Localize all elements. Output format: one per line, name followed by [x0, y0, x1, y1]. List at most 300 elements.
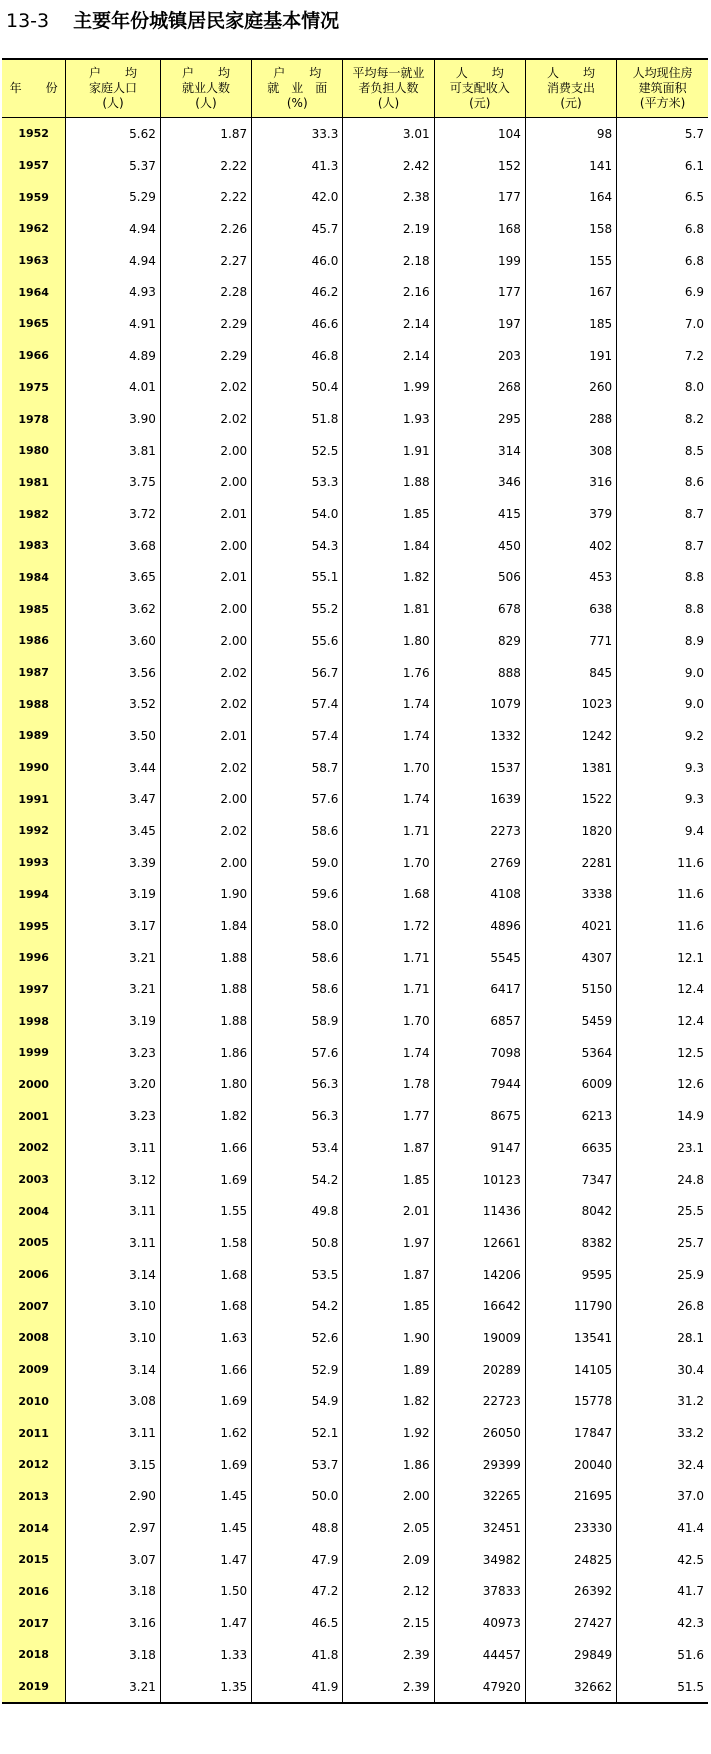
table-row: [2, 688, 708, 720]
income-cell: 7098: [434, 1037, 525, 1069]
year-cell: 1963: [2, 245, 66, 277]
table-row: [2, 340, 708, 372]
employment-rate-cell: 53.4: [252, 1132, 343, 1164]
table-row: [2, 1132, 708, 1164]
expenditure-cell: 17847: [525, 1417, 616, 1449]
household-size-cell: 3.23: [66, 1100, 161, 1132]
housing-area-cell: 7.2: [617, 340, 708, 372]
household-size-cell: 3.90: [66, 403, 161, 435]
employed-cell: 1.66: [160, 1132, 251, 1164]
housing-area-cell: 26.8: [617, 1290, 708, 1322]
income-cell: 678: [434, 593, 525, 625]
employed-cell: 2.02: [160, 688, 251, 720]
expenditure-cell: 15778: [525, 1386, 616, 1418]
expenditure-cell: 13541: [525, 1322, 616, 1354]
income-cell: 1639: [434, 783, 525, 815]
employed-cell: 2.27: [160, 245, 251, 277]
household-size-cell: 3.11: [66, 1417, 161, 1449]
income-cell: 8675: [434, 1100, 525, 1132]
household-size-cell: 3.16: [66, 1607, 161, 1639]
employment-rate-cell: 59.6: [252, 879, 343, 911]
employed-cell: 1.66: [160, 1354, 251, 1386]
income-cell: 11436: [434, 1195, 525, 1227]
dependents-cell: 1.78: [343, 1069, 434, 1101]
household-size-cell: 3.21: [66, 942, 161, 974]
employed-cell: 1.35: [160, 1671, 251, 1704]
employed-cell: 2.28: [160, 276, 251, 308]
household-size-cell: 3.10: [66, 1290, 161, 1322]
employed-cell: 1.69: [160, 1449, 251, 1481]
table-row: [2, 1576, 708, 1608]
header-employed-per-household: [160, 59, 251, 118]
income-cell: 32451: [434, 1512, 525, 1544]
employment-rate-cell: 58.6: [252, 815, 343, 847]
income-cell: 9147: [434, 1132, 525, 1164]
employed-cell: 2.02: [160, 815, 251, 847]
housing-area-cell: 8.9: [617, 625, 708, 657]
housing-area-cell: 6.8: [617, 245, 708, 277]
year-cell: 1994: [2, 879, 66, 911]
dependents-cell: 1.77: [343, 1100, 434, 1132]
expenditure-cell: 3338: [525, 879, 616, 911]
header-line: (人): [377, 96, 400, 110]
employed-cell: 2.02: [160, 752, 251, 784]
employment-rate-cell: 54.2: [252, 1290, 343, 1322]
expenditure-cell: 1381: [525, 752, 616, 784]
income-cell: 415: [434, 498, 525, 530]
expenditure-cell: 402: [525, 530, 616, 562]
year-cell: 1962: [2, 213, 66, 245]
housing-area-cell: 11.6: [617, 879, 708, 911]
table-row: [2, 1100, 708, 1132]
header-dependents-per-worker: [343, 59, 434, 118]
income-cell: 34982: [434, 1544, 525, 1576]
household-size-cell: 4.93: [66, 276, 161, 308]
household-size-cell: 3.23: [66, 1037, 161, 1069]
income-cell: 152: [434, 150, 525, 182]
employment-rate-cell: 48.8: [252, 1512, 343, 1544]
housing-area-cell: 9.0: [617, 657, 708, 689]
year-cell: 1983: [2, 530, 66, 562]
household-size-cell: 3.15: [66, 1449, 161, 1481]
household-size-cell: 4.94: [66, 213, 161, 245]
dependents-cell: 2.19: [343, 213, 434, 245]
header-line: (元): [560, 96, 582, 110]
household-size-cell: 5.29: [66, 181, 161, 213]
year-cell: 1982: [2, 498, 66, 530]
table-row: [2, 1195, 708, 1227]
table-row: [2, 1512, 708, 1544]
year-cell: 1999: [2, 1037, 66, 1069]
income-cell: 1332: [434, 720, 525, 752]
year-cell: 2010: [2, 1386, 66, 1418]
household-size-cell: 3.11: [66, 1227, 161, 1259]
income-cell: 37833: [434, 1576, 525, 1608]
dependents-cell: 2.39: [343, 1639, 434, 1671]
employment-rate-cell: 50.8: [252, 1227, 343, 1259]
income-cell: 506: [434, 562, 525, 594]
housing-area-cell: 11.6: [617, 910, 708, 942]
expenditure-cell: 1242: [525, 720, 616, 752]
employed-cell: 2.00: [160, 847, 251, 879]
employed-cell: 2.00: [160, 435, 251, 467]
expenditure-cell: 4307: [525, 942, 616, 974]
header-year: [2, 59, 66, 118]
dependents-cell: 1.71: [343, 942, 434, 974]
year-cell: 1993: [2, 847, 66, 879]
housing-area-cell: 37.0: [617, 1481, 708, 1513]
employment-rate-cell: 41.8: [252, 1639, 343, 1671]
year-cell: 1966: [2, 340, 66, 372]
employment-rate-cell: 50.0: [252, 1481, 343, 1513]
employment-rate-cell: 58.6: [252, 942, 343, 974]
dependents-cell: 1.70: [343, 752, 434, 784]
table-number: 13-3: [6, 10, 50, 32]
expenditure-cell: 2281: [525, 847, 616, 879]
income-cell: 22723: [434, 1386, 525, 1418]
employed-cell: 2.01: [160, 720, 251, 752]
expenditure-cell: 7347: [525, 1164, 616, 1196]
employed-cell: 1.87: [160, 118, 251, 150]
income-cell: 6857: [434, 1005, 525, 1037]
income-cell: 295: [434, 403, 525, 435]
table-row: [2, 942, 708, 974]
household-size-cell: 3.19: [66, 879, 161, 911]
dependents-cell: 1.82: [343, 562, 434, 594]
employed-cell: 1.62: [160, 1417, 251, 1449]
header-line: 平均每一就业: [352, 66, 425, 80]
employed-cell: 1.90: [160, 879, 251, 911]
year-cell: 2007: [2, 1290, 66, 1322]
dependents-cell: 1.72: [343, 910, 434, 942]
table-row: [2, 562, 708, 594]
dependents-cell: 1.87: [343, 1132, 434, 1164]
income-cell: 1537: [434, 752, 525, 784]
housing-area-cell: 7.0: [617, 308, 708, 340]
employment-rate-cell: 58.9: [252, 1005, 343, 1037]
year-cell: 1980: [2, 435, 66, 467]
dependents-cell: 1.87: [343, 1259, 434, 1291]
employed-cell: 2.00: [160, 593, 251, 625]
expenditure-cell: 164: [525, 181, 616, 213]
year-cell: 1988: [2, 688, 66, 720]
income-cell: 346: [434, 467, 525, 499]
employment-rate-cell: 49.8: [252, 1195, 343, 1227]
employed-cell: 1.82: [160, 1100, 251, 1132]
header-line: (人): [195, 96, 217, 110]
employed-cell: 2.01: [160, 498, 251, 530]
income-cell: 2273: [434, 815, 525, 847]
housing-area-cell: 25.7: [617, 1227, 708, 1259]
employment-rate-cell: 58.0: [252, 910, 343, 942]
header-line: (平方米): [639, 96, 686, 110]
dependents-cell: 2.01: [343, 1195, 434, 1227]
housing-area-cell: 14.9: [617, 1100, 708, 1132]
household-size-cell: 2.97: [66, 1512, 161, 1544]
header-line: 者负担人数: [358, 81, 419, 95]
employment-rate-cell: 47.2: [252, 1576, 343, 1608]
income-cell: 10123: [434, 1164, 525, 1196]
header-line: 就 业 面: [267, 81, 328, 95]
table-row: [2, 1607, 708, 1639]
dependents-cell: 2.14: [343, 308, 434, 340]
expenditure-cell: 141: [525, 150, 616, 182]
housing-area-cell: 42.3: [617, 1607, 708, 1639]
income-cell: 5545: [434, 942, 525, 974]
household-size-cell: 3.07: [66, 1544, 161, 1576]
employed-cell: 1.45: [160, 1512, 251, 1544]
table-row: [2, 593, 708, 625]
expenditure-cell: 453: [525, 562, 616, 594]
employment-rate-cell: 59.0: [252, 847, 343, 879]
year-cell: 1989: [2, 720, 66, 752]
employment-rate-cell: 56.3: [252, 1069, 343, 1101]
housing-area-cell: 32.4: [617, 1449, 708, 1481]
employed-cell: 1.47: [160, 1544, 251, 1576]
page-title: [6, 6, 339, 36]
year-cell: 1975: [2, 372, 66, 404]
housing-area-cell: 6.1: [617, 150, 708, 182]
employed-cell: 1.84: [160, 910, 251, 942]
expenditure-cell: 8042: [525, 1195, 616, 1227]
employment-rate-cell: 33.3: [252, 118, 343, 150]
header-line: (元): [469, 96, 491, 110]
expenditure-cell: 23330: [525, 1512, 616, 1544]
year-cell: 2003: [2, 1164, 66, 1196]
dependents-cell: 1.97: [343, 1227, 434, 1259]
income-cell: 40973: [434, 1607, 525, 1639]
employment-rate-cell: 46.2: [252, 276, 343, 308]
expenditure-cell: 379: [525, 498, 616, 530]
household-size-cell: 2.90: [66, 1481, 161, 1513]
employment-rate-cell: 55.1: [252, 562, 343, 594]
expenditure-cell: 98: [525, 118, 616, 150]
expenditure-cell: 1820: [525, 815, 616, 847]
header-line: 人均现住房: [632, 66, 693, 80]
expenditure-cell: 14105: [525, 1354, 616, 1386]
employment-rate-cell: 52.1: [252, 1417, 343, 1449]
dependents-cell: 3.01: [343, 118, 434, 150]
year-cell: 2004: [2, 1195, 66, 1227]
employed-cell: 1.88: [160, 942, 251, 974]
housing-area-cell: 41.4: [617, 1512, 708, 1544]
dependents-cell: 1.84: [343, 530, 434, 562]
employment-rate-cell: 53.7: [252, 1449, 343, 1481]
employed-cell: 1.50: [160, 1576, 251, 1608]
year-cell: 2005: [2, 1227, 66, 1259]
dependents-cell: 1.91: [343, 435, 434, 467]
income-cell: 829: [434, 625, 525, 657]
expenditure-cell: 6009: [525, 1069, 616, 1101]
year-cell: 1998: [2, 1005, 66, 1037]
expenditure-cell: 845: [525, 657, 616, 689]
table-row: [2, 530, 708, 562]
dependents-cell: 2.39: [343, 1671, 434, 1704]
income-cell: 6417: [434, 974, 525, 1006]
expenditure-cell: 191: [525, 340, 616, 372]
income-cell: 168: [434, 213, 525, 245]
dependents-cell: 1.74: [343, 720, 434, 752]
household-size-cell: 3.44: [66, 752, 161, 784]
dependents-cell: 2.00: [343, 1481, 434, 1513]
expenditure-cell: 158: [525, 213, 616, 245]
household-size-cell: 3.10: [66, 1322, 161, 1354]
employment-rate-cell: 52.6: [252, 1322, 343, 1354]
income-cell: 12661: [434, 1227, 525, 1259]
employed-cell: 2.02: [160, 657, 251, 689]
housing-area-cell: 25.5: [617, 1195, 708, 1227]
household-size-cell: 3.12: [66, 1164, 161, 1196]
employment-rate-cell: 46.5: [252, 1607, 343, 1639]
table-row: [2, 1037, 708, 1069]
header-line: (人): [102, 96, 124, 110]
housing-area-cell: 28.1: [617, 1322, 708, 1354]
year-cell: 2008: [2, 1322, 66, 1354]
housing-area-cell: 42.5: [617, 1544, 708, 1576]
expenditure-cell: 155: [525, 245, 616, 277]
income-cell: 29399: [434, 1449, 525, 1481]
employed-cell: 2.26: [160, 213, 251, 245]
household-size-cell: 3.52: [66, 688, 161, 720]
table-row: [2, 974, 708, 1006]
dependents-cell: 1.99: [343, 372, 434, 404]
income-cell: 314: [434, 435, 525, 467]
housing-area-cell: 31.2: [617, 1386, 708, 1418]
housing-area-cell: 8.7: [617, 498, 708, 530]
table-row: [2, 1322, 708, 1354]
income-cell: 14206: [434, 1259, 525, 1291]
household-size-cell: 3.18: [66, 1639, 161, 1671]
table-row: [2, 403, 708, 435]
expenditure-cell: 1023: [525, 688, 616, 720]
housing-area-cell: 8.0: [617, 372, 708, 404]
dependents-cell: 1.74: [343, 688, 434, 720]
table-row: [2, 1671, 708, 1704]
dependents-cell: 1.70: [343, 1005, 434, 1037]
expenditure-cell: 24825: [525, 1544, 616, 1576]
housing-area-cell: 12.4: [617, 1005, 708, 1037]
header-housing-area: [617, 59, 708, 118]
household-size-cell: 3.11: [66, 1195, 161, 1227]
year-cell: 2011: [2, 1417, 66, 1449]
expenditure-cell: 167: [525, 276, 616, 308]
header-line: 就业人数: [181, 81, 230, 95]
dependents-cell: 1.88: [343, 467, 434, 499]
dependents-cell: 1.74: [343, 783, 434, 815]
year-cell: 1992: [2, 815, 66, 847]
expenditure-cell: 6213: [525, 1100, 616, 1132]
employment-rate-cell: 54.0: [252, 498, 343, 530]
dependents-cell: 2.05: [343, 1512, 434, 1544]
household-size-cell: 3.14: [66, 1354, 161, 1386]
employed-cell: 2.00: [160, 625, 251, 657]
expenditure-cell: 5364: [525, 1037, 616, 1069]
employed-cell: 1.63: [160, 1322, 251, 1354]
housing-area-cell: 9.2: [617, 720, 708, 752]
employment-rate-cell: 55.6: [252, 625, 343, 657]
year-cell: 1986: [2, 625, 66, 657]
dependents-cell: 2.09: [343, 1544, 434, 1576]
expenditure-cell: 638: [525, 593, 616, 625]
employed-cell: 2.00: [160, 467, 251, 499]
housing-area-cell: 6.9: [617, 276, 708, 308]
employment-rate-cell: 58.7: [252, 752, 343, 784]
header-line: 人 均: [455, 66, 504, 80]
expenditure-cell: 20040: [525, 1449, 616, 1481]
employment-rate-cell: 54.2: [252, 1164, 343, 1196]
housing-area-cell: 8.5: [617, 435, 708, 467]
household-size-cell: 3.08: [66, 1386, 161, 1418]
household-size-cell: 3.60: [66, 625, 161, 657]
household-size-cell: 3.50: [66, 720, 161, 752]
table-row: [2, 308, 708, 340]
employed-cell: 1.69: [160, 1386, 251, 1418]
household-size-cell: 3.62: [66, 593, 161, 625]
household-size-cell: 3.56: [66, 657, 161, 689]
household-size-cell: 3.75: [66, 467, 161, 499]
income-cell: 203: [434, 340, 525, 372]
employment-rate-cell: 46.8: [252, 340, 343, 372]
year-cell: 1964: [2, 276, 66, 308]
expenditure-cell: 771: [525, 625, 616, 657]
dependents-cell: 1.68: [343, 879, 434, 911]
expenditure-cell: 185: [525, 308, 616, 340]
employed-cell: 2.01: [160, 562, 251, 594]
dependents-cell: 1.81: [343, 593, 434, 625]
dependents-cell: 1.70: [343, 847, 434, 879]
household-size-cell: 3.65: [66, 562, 161, 594]
dependents-cell: 2.18: [343, 245, 434, 277]
expenditure-cell: 260: [525, 372, 616, 404]
dependents-cell: 1.90: [343, 1322, 434, 1354]
expenditure-cell: 316: [525, 467, 616, 499]
employed-cell: 1.69: [160, 1164, 251, 1196]
table-row: [2, 498, 708, 530]
table-row: [2, 435, 708, 467]
year-cell: 1995: [2, 910, 66, 942]
table-row: [2, 1069, 708, 1101]
expenditure-cell: 26392: [525, 1576, 616, 1608]
dependents-cell: 2.12: [343, 1576, 434, 1608]
year-cell: 1985: [2, 593, 66, 625]
year-cell: 1991: [2, 783, 66, 815]
header-line: (%): [286, 96, 308, 110]
year-cell: 2017: [2, 1607, 66, 1639]
employment-rate-cell: 57.6: [252, 1037, 343, 1069]
income-cell: 26050: [434, 1417, 525, 1449]
year-cell: 1984: [2, 562, 66, 594]
housing-area-cell: 8.7: [617, 530, 708, 562]
year-cell: 2012: [2, 1449, 66, 1481]
year-cell: 2015: [2, 1544, 66, 1576]
table-title: 主要年份城镇居民家庭基本情况: [73, 10, 340, 32]
income-cell: 47920: [434, 1671, 525, 1704]
table-row: [2, 1164, 708, 1196]
table-row: [2, 752, 708, 784]
income-cell: 199: [434, 245, 525, 277]
table-row: [2, 150, 708, 182]
header-line: 户 均: [89, 66, 138, 80]
year-cell: 2009: [2, 1354, 66, 1386]
expenditure-cell: 29849: [525, 1639, 616, 1671]
employment-rate-cell: 57.6: [252, 783, 343, 815]
employed-cell: 2.00: [160, 783, 251, 815]
header-household-size: [66, 59, 161, 118]
table-row: [2, 1481, 708, 1513]
year-cell: 1987: [2, 657, 66, 689]
dependents-cell: 1.85: [343, 1164, 434, 1196]
employment-rate-cell: 52.9: [252, 1354, 343, 1386]
